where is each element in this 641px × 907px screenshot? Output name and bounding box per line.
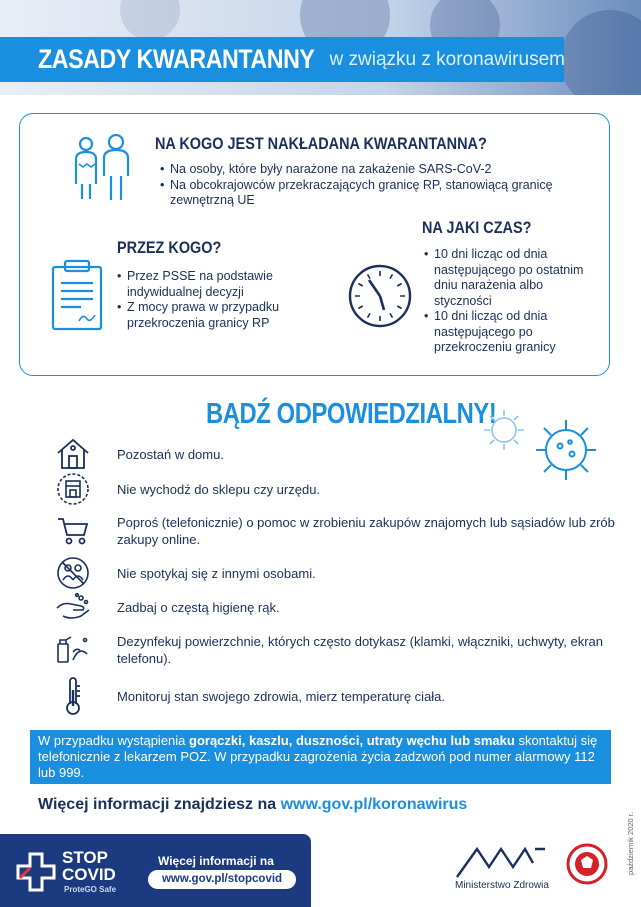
stopcovid-banner <box>0 834 311 907</box>
alert-text: W przypadku wystąpienia <box>38 733 190 748</box>
tip-text: Pozostań w domu. <box>117 446 224 462</box>
emergency-alert <box>30 730 611 784</box>
tip-hand-hygiene <box>54 590 624 624</box>
tip-text: Monitoruj stan swojego zdrowia, mierz temperaturę ciała. <box>117 688 446 704</box>
thermometer-icon <box>63 676 83 716</box>
list-item: • Przez PSSE na podstawie indywidualnej decyzji <box>117 269 317 300</box>
clipboard-icon <box>51 259 103 331</box>
tip-text: Poproś (telefonicznie) o pomoc w zrobieniu zakupów znajomych lub sąsiadów lub zrób zakupy online. <box>117 515 615 547</box>
list-item: • 10 dni licząc od dnia następującego po ostatnim dniu narażenia albo styczności <box>424 247 599 309</box>
house-icon <box>56 438 90 470</box>
page-subtitle: w związku z koronawirusem <box>329 48 565 70</box>
stopcovid-app-name: ProteGO Safe <box>64 885 117 894</box>
list-item: • Z mocy prawa w przypadku przekroczenia granicy RP <box>117 300 317 331</box>
title-bar <box>0 37 564 82</box>
ministry-name: Ministerstwo Zdrowia <box>455 880 549 891</box>
who-title: NA KOGO JEST NAKŁADANA KWARANTANNA? <box>155 134 487 153</box>
more-info-text: Więcej informacji znajdziesz na <box>38 796 281 813</box>
stopcovid-logo-word2: COVID <box>62 865 116 884</box>
page-title: ZASADY KWARANTANNY <box>38 44 315 74</box>
tip-shopping-help <box>54 514 624 548</box>
list-item: • Na osoby, które były narażone na zakażenie SARS-CoV-2 <box>160 162 600 178</box>
who-list <box>160 162 600 209</box>
tip-no-shop <box>54 472 624 506</box>
stopcovid-link[interactable]: www.gov.pl/stopcovid <box>148 870 296 889</box>
tip-monitor-health <box>54 676 624 716</box>
disinfect-icon <box>55 634 91 666</box>
stopcovid-logo-word1: STOP <box>62 848 108 867</box>
ministry-logo-icon <box>455 845 547 879</box>
people-icon <box>68 134 136 204</box>
list-item: • 10 dni licząc od dnia następującego po przekroczeniu granicy <box>424 309 599 356</box>
tip-text: Nie spotykaj się z innymi osobami. <box>117 565 316 581</box>
plus-cross-icon <box>16 852 56 892</box>
list-item: • Na obcokrajowców przekraczających granicę RP, stanowiącą granicę zewnętrzną UE <box>160 178 600 209</box>
hand-wash-icon <box>55 592 91 622</box>
by-whom-title: PRZEZ KOGO? <box>117 238 222 257</box>
alert-text-cont: skontaktuj się telefonicznie z lekarzem POZ. W przypadku zagrożenia życia zadzwoń pod numer alarmowy 112 lub 999. <box>38 733 598 780</box>
responsible-title: BĄDŹ ODPOWIEDZIALNY! <box>206 398 497 430</box>
publication-date: październik 2020 r. <box>626 812 635 875</box>
shop-icon <box>56 472 90 506</box>
more-info <box>38 796 467 814</box>
tip-text: Zadbaj o częstą higienę rąk. <box>117 599 280 615</box>
tip-stay-home <box>54 437 624 471</box>
no-meeting-icon <box>56 556 90 590</box>
clock-icon <box>347 263 413 329</box>
tip-no-meeting <box>54 556 624 590</box>
sanitary-inspection-seal-icon <box>566 843 608 885</box>
tip-disinfect <box>54 633 624 667</box>
tip-text: Nie wychodź do sklepu czy urzędu. <box>117 481 321 497</box>
duration-title: NA JAKI CZAS? <box>422 218 532 237</box>
tip-text: Dezynfekuj powierzchnie, których często dotykasz (klamki, włączniki, uchwyty, ekran telefonu). <box>117 634 603 666</box>
quarantine-info-box <box>19 113 610 376</box>
duration-list <box>424 247 599 356</box>
more-info-link[interactable]: www.gov.pl/koronawirus <box>280 796 468 813</box>
cart-icon <box>56 516 90 546</box>
alert-symptoms: gorączki, kaszlu, duszności, utraty węchu lub smaku <box>189 733 515 748</box>
by-whom-list <box>117 269 317 331</box>
stopcovid-more-label: Więcej informacji na <box>158 854 274 868</box>
